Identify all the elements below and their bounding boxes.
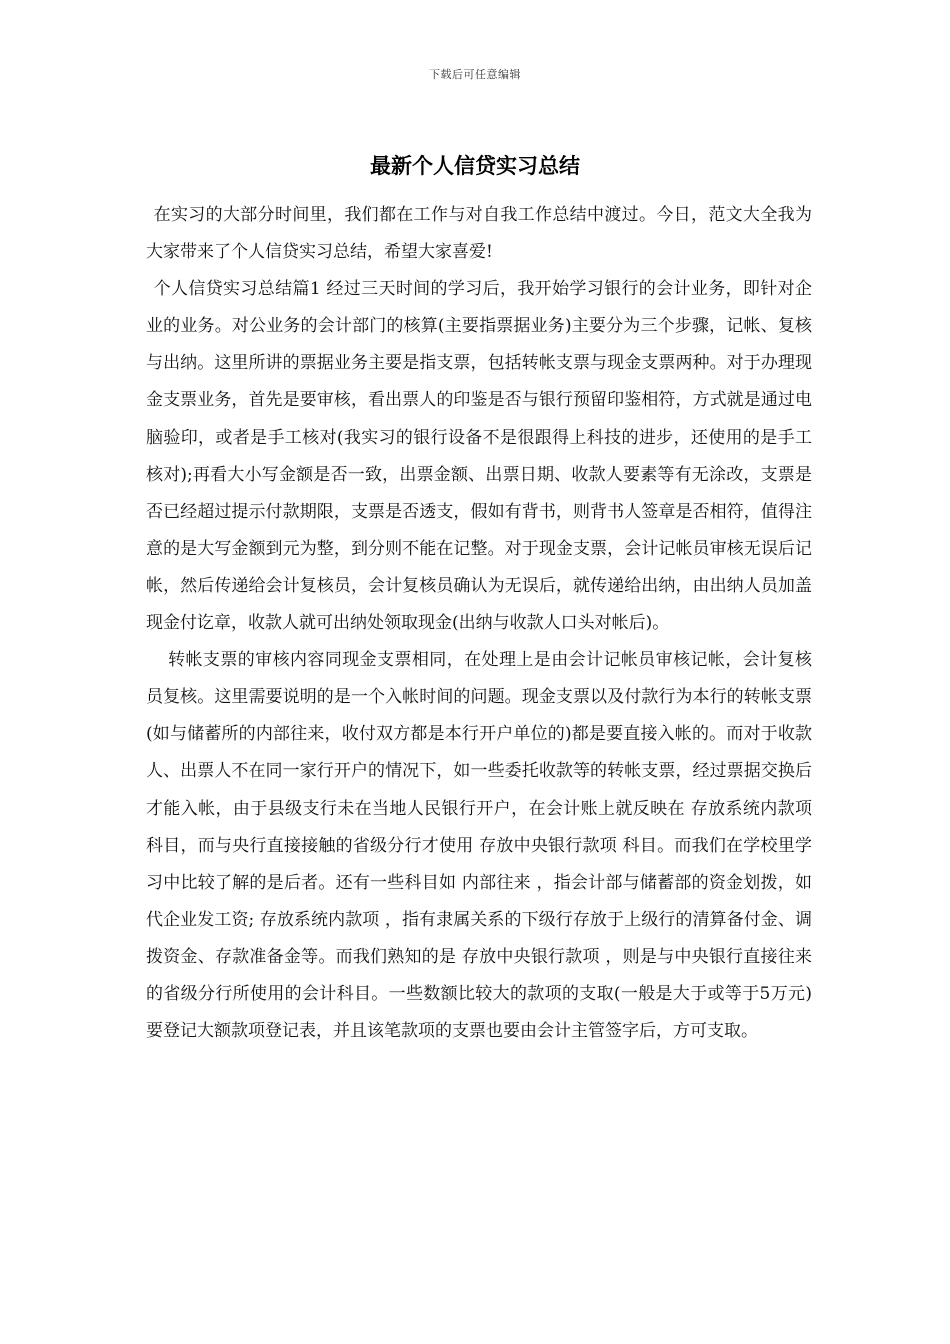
paragraph-intro: 在实习的大部分时间里，我们都在工作与对自我工作总结中渡过。今日，范文大全我为大家带来了个人信贷实习总结，希望大家喜爱! — [146, 205, 812, 263]
paragraph-transfer-check: 转帐支票的审核内容同现金支票相同，在处理上是由会计记帐员审核记帐，会计复核员复核。这里需要说明的是一个入帐时间的问题。现金支票以及付款行为本行的转帐支票(如与储蓄所的内部往来，收付双方都是本行开户单位的)都是要直接入帐的。而对于收款人、出票人不在同一家行开户的情况下，如一些委托收款等的转帐支票，经过票据交换后才能入帐，由于县级支行未在当地人民银行开户，在会计账上就反映在 存放系统内款项 科目，而与央行直接接触的省级分行才使用 存放中央银行款项 科目。而我们在学校里学习中比较了解的是后者。还有一些科目如 内部往来 ，指会计部与储蓄部的资金划拨，如代企业发工资; 存放系统内款项 ，指有隶属关系的下级行存放于上级行的清算备付金、调拨资金、存款准备金等。而我们熟知的是 存放中央银行款项 ，则是与中央银行直接往来的省级分行所使用的会计科目。一些数额比较大的款项的支取(一般是大于或等于5万元)要登记大额款项登记表，并且该笔款项的支票也要由会计主管签字后，方可支取。 — [146, 650, 812, 1042]
header-note: 下载后可任意编辑 — [429, 68, 521, 81]
document-title: 最新个人信贷实习总结 — [370, 153, 580, 178]
paragraph-part-1: 个人信贷实习总结篇1 经过三天时间的学习后，我开始学习银行的会计业务，即针对企业的业务。对公业务的会计部门的核算(主要指票据业务)主要分为三个步骤，记帐、复核与出纳。这里所讲的票据业务主要是指支票，包括转帐支票与现金支票两种。对于办理现金支票业务，首先是要审核，看出票人的印鉴是否与银行预留印鉴相符，方式就是通过电脑验印，或者是手工核对(我实习的银行设备不是很跟得上科技的进步，还使用的是手工核对);再看大小写金额是否一致，出票金额、出票日期、收款人要素等有无涂改，支票是否已经超过提示付款期限，支票是否透支，假如有背书，则背书人签章是否相符，值得注意的是大写金额到元为整，到分则不能在记整。对于现金支票，会计记帐员审核无误后记帐，然后传递给会计复核员，会计复核员确认为无误后，就传递给出纳，由出纳人员加盖现金付讫章，收款人就可出纳处领取现金(出纳与收款人口头对帐后)。 — [146, 279, 812, 634]
document-body — [146, 197, 812, 1050]
